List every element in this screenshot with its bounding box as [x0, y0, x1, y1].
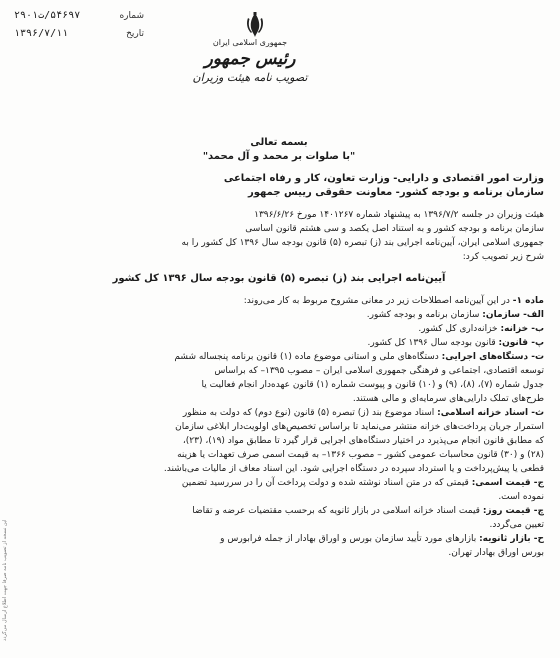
definition-the-line-5: قطعی یا پیش‌پرداخت و یا استرداد سپرده در دستگاه اجرایی شود. این اسناد معاف از مالیات می‌باشند.	[163, 464, 544, 474]
date-value: ۱۳۹۶/۷/۱۱	[14, 28, 69, 39]
definition-text: قانون بودجه سال ۱۳۹۶ کل کشور.	[367, 338, 499, 348]
definition-jim-line-1	[14, 476, 544, 490]
definition-text: قیمتی که در متن اسناد نوشته شده و دولت پرداخت آن را در سررسید تضمین	[181, 478, 472, 488]
article-1-label: ماده ۱-	[512, 296, 544, 306]
date-label: تاریخ	[126, 29, 144, 39]
number-row	[14, 10, 144, 28]
definition-text: دستگاه‌های ملی و استانی موضوع ماده (۱) قانون برنامه پنجساله ششم	[174, 352, 442, 362]
definition-pe	[14, 336, 544, 350]
article-1-intro-text: در این آیین‌نامه اصطلاحات زیر در معانی مشروح مربوط به کار می‌روند:	[243, 296, 513, 306]
definition-text: اسناد موضوع بند (ز) تبصره (۵) قانون (نوع دوم) که دولت به منظور	[182, 408, 438, 418]
office-title: رئیس جمهور	[204, 49, 296, 69]
definition-term: ت- دستگاه‌های اجرایی:	[441, 352, 544, 362]
recipients-line-1: وزارت امور اقتصادی و دارایی- وزارت تعاون، کار و رفاه اجتماعی	[223, 173, 544, 184]
definition-text: خزانه‌داری کل کشور.	[418, 324, 501, 334]
salawat: "با صلوات بر محمد و آل محمد"	[202, 151, 356, 162]
definition-term: ب- خزانه:	[500, 324, 544, 334]
document-type: تصویب نامه هیئت وزیران	[192, 71, 308, 84]
margin-note: این نسخه از تصویب نامه صرفاً جهت اطلاع ارسال می‌گردد	[2, 520, 8, 642]
definition-the-line-1	[14, 406, 544, 420]
definition-term: ح- بازار ثانویه:	[479, 534, 544, 544]
definition-the-line-3: که مطابق قانون انجام می‌پذیرد در اختیار دستگاه‌های اجرایی قرار گیرد تا مطابق مواد (۱۹)، (۲۳)،	[182, 436, 544, 446]
document-meta	[14, 10, 144, 46]
document-body	[14, 136, 544, 560]
definition-te-line-2: توسعه اقتصادی، اجتماعی و فرهنگی جمهوری اسلامی ایران – مصوب ۱۳۹۵– که براساس	[214, 366, 544, 376]
country-name: جمهوری اسلامی ایران	[212, 38, 288, 47]
number-label: شماره	[119, 11, 144, 21]
iran-emblem-icon	[240, 10, 270, 40]
article-1-intro	[14, 294, 544, 308]
definition-te-line-4: طرح‌های تملک دارایی‌های سرمایه‌ای و مالی هستند.	[352, 394, 544, 404]
preamble-line-3: جمهوری اسلامی ایران، آیین‌نامه اجرایی بند (ز) تبصره (۵) قانون بودجه سال ۱۳۹۶ کل کشور را به	[181, 238, 544, 248]
date-row	[14, 28, 144, 46]
definition-te-line-3: جدول شماره (۷)، (۸)، (۹) و (۱۰) قانون و پیوست شماره (۱) قانون عهده‌دار انجام فعالیت یا	[201, 380, 544, 390]
preamble-line-4: شرح زیر تصویب کرد:	[462, 252, 544, 262]
definition-text: سازمان برنامه و بودجه کشور.	[366, 310, 483, 320]
definition-the-line-2: استمرار جریان پرداخت‌های خزانه منتشر می‌نماید تا براساس تخصیص‌های اولویت‌دار ابلاغی سازمان	[175, 422, 544, 432]
definition-term: ج- قیمت اسمی:	[471, 478, 544, 488]
definition-che-line-2: تعیین می‌گردد.	[489, 520, 544, 530]
definition-term: الف- سازمان:	[482, 310, 544, 320]
preamble-line-1: هیئت وزیران در جلسه ۱۳۹۶/۷/۲ به پیشنهاد شماره ۱۴۰۱۲۶۷ مورخ ۱۳۹۶/۶/۲۶	[254, 210, 544, 220]
definition-term: ث- اسناد خزانه اسلامی:	[437, 408, 544, 418]
number-value: ۵۴۶۹۷/ت۲۹۰۱	[14, 10, 81, 21]
definition-term: چ- قیمت روز:	[482, 506, 544, 516]
regulation-title: آیین‌نامه اجرایی بند (ز) تبصره (۵) قانون بودجه سال ۱۳۹۶ کل کشور	[112, 273, 446, 284]
definition-che-line-1	[14, 504, 544, 518]
basmala: بسمه تعالی	[250, 137, 308, 148]
recipients-line-2: سازمان برنامه و بودجه کشور- معاونت حقوقی رییس جمهور	[248, 187, 544, 198]
definition-te-line-1	[14, 350, 544, 364]
definition-text: قیمت اسناد خزانه اسلامی در بازار ثانویه که برحسب مقتضیات عرضه و تقاضا	[192, 506, 483, 516]
definition-term: پ- قانون:	[498, 338, 544, 348]
definition-alef	[14, 308, 544, 322]
preamble-line-2: سازمان برنامه و بودجه کشور و به استناد اصل یکصد و سی هشتم قانون اساسی	[245, 224, 544, 234]
letterhead	[150, 38, 350, 84]
definition-he-line-2: بورس اوراق بهادار تهران.	[448, 548, 544, 558]
definition-jim-line-2: نموده است.	[498, 492, 544, 502]
definition-be	[14, 322, 544, 336]
definition-he-line-1	[14, 532, 544, 546]
definition-the-line-4: (۲۸) و (۳۰) قانون محاسبات عمومی کشور – مصوب ۱۳۶۶– به قیمت اسمی صرف تعهدات یا هزینه	[177, 450, 544, 460]
definition-text: بازارهای مورد تأیید سازمان بورس و اوراق بهادار از جمله فرابورس و	[220, 534, 480, 544]
